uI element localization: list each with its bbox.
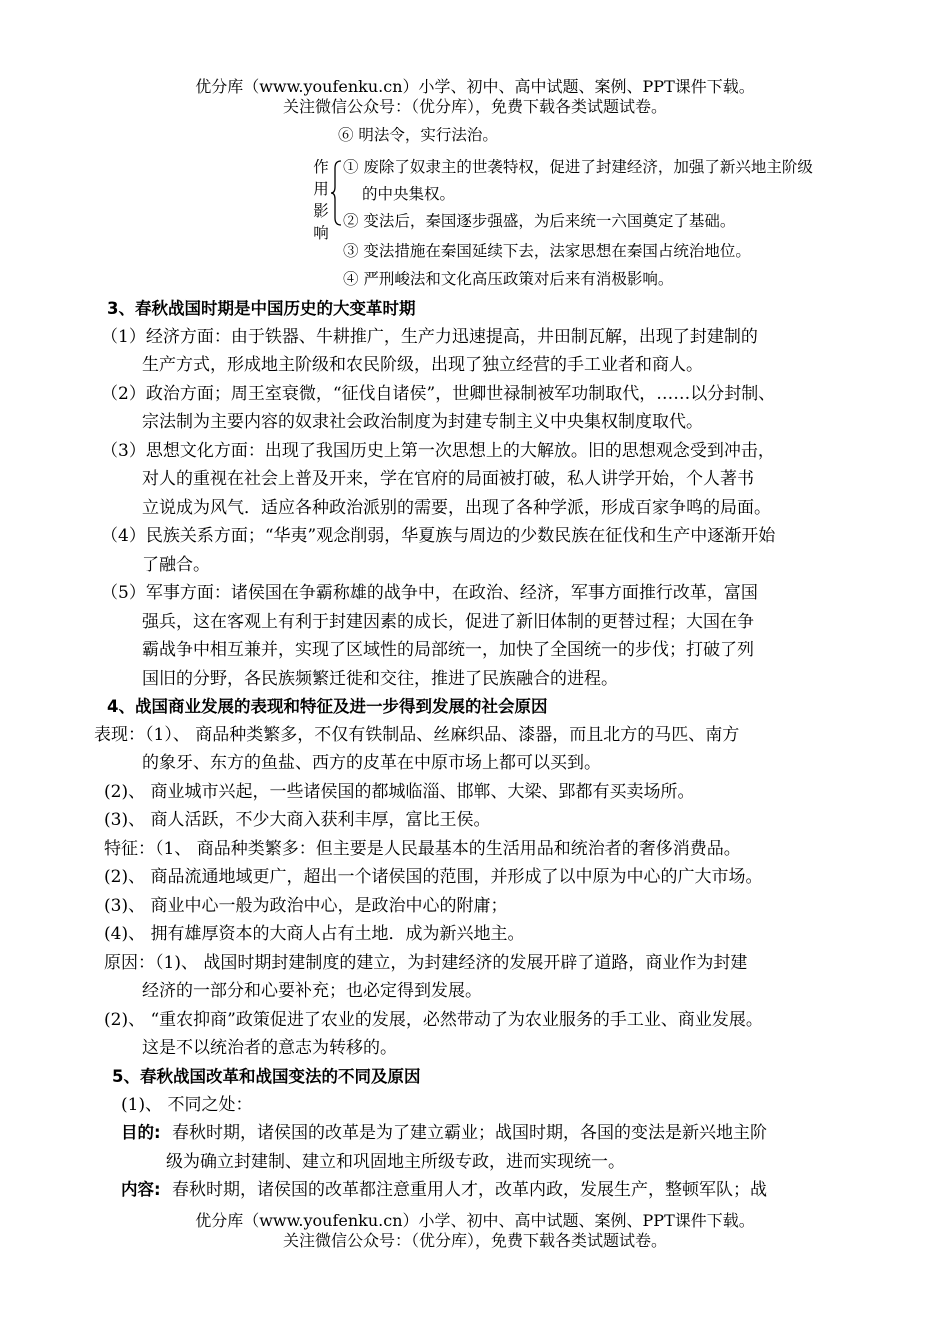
s4-line: (4)、 拥有雄厚资本的大商人占有土地．成为新兴地主。 <box>104 924 525 944</box>
vertical-label-char: 作 <box>313 158 329 176</box>
curly-brace-icon <box>330 160 342 226</box>
s3-line: （3）思想文化方面：出现了我国历史上第一次思想上的大解放。旧的思想观念受到冲击， <box>101 441 775 461</box>
effects-vertical-label <box>311 156 331 244</box>
s4-line: 经济的一部分和心要补充；也必定得到发展。 <box>142 981 482 1001</box>
effect-line: ② 变法后，秦国逐步强盛，为后来统一六国奠定了基础。 <box>343 212 736 230</box>
header-line-2: 关注微信公众号：（优分库），免费下载各类试题试卷。 <box>282 97 667 116</box>
s3-line: 立说成为风气．适应各种政治派别的需要，出现了各种学派，形成百家争鸣的局面。 <box>142 498 771 518</box>
s4-line: 原因：（1)、 战国时期封建制度的建立，为封建经济的发展开辟了道路，商业作为封建 <box>104 953 748 973</box>
s4-line: (3)、 商业中心一般为政治中心，是政治中心的附庸； <box>104 896 508 916</box>
effect-line: ④ 严刑峻法和文化高压政策对后来有消极影响。 <box>343 270 674 288</box>
footer-line-1: 优分库（www.youfenku.cn）小学、初中、高中试题、案例、PPT课件下载。 <box>195 1211 755 1230</box>
s4-line: 的象牙、东方的鱼盐、西方的皮革在中原市场上都可以买到。 <box>142 753 601 773</box>
purpose-label: 目的: <box>121 1123 161 1142</box>
vertical-label-char: 用 <box>313 180 329 198</box>
purpose-line: 春秋时期，诸侯国的改革是为了建立霸业；战国时期，各国的变法是新兴地主阶 <box>172 1123 767 1143</box>
s3-line: 国旧的分野，各民族频繁迁徙和交往，推进了民族融合的进程。 <box>142 669 618 689</box>
s3-line: 生产方式，形成地主阶级和农民阶级，出现了独立经营的手工业者和商人。 <box>142 355 703 375</box>
effect-line: 的中央集权。 <box>362 185 456 203</box>
s3-line: （5）军事方面：诸侯国在争霸称雄的战争中，在政治、经济，军事方面推行改革，富国 <box>101 583 758 603</box>
section-4-title: 4、战国商业发展的表现和特征及进一步得到发展的社会原因 <box>107 697 548 716</box>
section-5-title: 5、春秋战国改革和战国变法的不同及原因 <box>112 1067 421 1086</box>
s3-line: （2）政治方面；周王室衰微，“征伐自诸侯”，世卿世禄制被军功制取代，……以分封制、 <box>101 384 776 404</box>
content-line: 春秋时期，诸侯国的改革都注意重用人才，改革内政，发展生产，整顿军队；战 <box>172 1180 767 1200</box>
s5-subheading: (1)、 不同之处： <box>121 1095 253 1115</box>
header-line-1: 优分库（www.youfenku.cn）小学、初中、高中试题、案例、PPT课件下载。 <box>195 77 755 96</box>
s4-line: (2)、 “重农抑商”政策促进了农业的发展，必然带动了为农业服务的手工业、商业发展。 <box>104 1010 763 1030</box>
s3-line: 宗法制为主要内容的奴隶社会政治制度为封建专制主义中央集权制度取代。 <box>142 412 703 432</box>
effect-line: ① 废除了奴隶主的世袭特权，促进了封建经济，加强了新兴地主阶级 <box>343 158 813 176</box>
s3-line: 了融合。 <box>142 555 210 575</box>
s3-line: 霸战争中相互兼并，实现了区域性的局部统一，加快了全国统一的步伐；打破了列 <box>142 640 754 660</box>
footer-line-2: 关注微信公众号：（优分库），免费下载各类试题试卷。 <box>282 1231 667 1250</box>
content-label: 内容: <box>121 1180 161 1199</box>
section-3-title: 3、春秋战国时期是中国历史的大变革时期 <box>107 299 416 318</box>
effect-line: ③ 变法措施在秦国延续下去，法家思想在秦国占统治地位。 <box>343 242 751 260</box>
s3-line: （1）经济方面：由于铁器、牛耕推广，生产力迅速提高，井田制瓦解，出现了封建制的 <box>101 327 758 347</box>
s4-line: (2)、 商业城市兴起，一些诸侯国的都城临淄、邯郸、大梁、郢都有买卖场所。 <box>104 782 695 802</box>
reform-item-6: ⑥ 明法令，实行法治。 <box>338 126 498 144</box>
s4-line: 这是不以统治者的意志为转移的。 <box>142 1038 397 1058</box>
s4-line: 特征：（1、 商品种类繁多：但主要是人民最基本的生活用品和统治者的奢侈消费品。 <box>104 839 741 859</box>
s3-line: 强兵，这在客观上有利于封建因素的成长，促进了新旧体制的更替过程；大国在争 <box>142 612 754 632</box>
vertical-label-char: 响 <box>313 224 329 242</box>
s4-line: 表现：（1）、 商品种类繁多，不仅有铁制品、丝麻织品、漆器，而且北方的马匹、南方 <box>94 725 740 745</box>
s4-line: (2)、 商品流通地域更广，超出一个诸侯国的范围，并形成了以中原为中心的广大市场。 <box>104 867 763 887</box>
s4-line: (3)、 商人活跃，不少大商入获利丰厚，富比王侯。 <box>104 810 491 830</box>
s3-line: （4）民族关系方面；“华夷”观念削弱，华夏族与周边的少数民族在征伐和生产中逐渐开始 <box>101 526 776 546</box>
s3-line: 对人的重视在社会上普及开来，学在官府的局面被打破，私人讲学开始，个人著书 <box>142 469 754 489</box>
vertical-label-char: 影 <box>313 202 329 220</box>
purpose-line: 级为确立封建制、建立和巩固地主所级专政，进而实现统一。 <box>166 1152 625 1172</box>
